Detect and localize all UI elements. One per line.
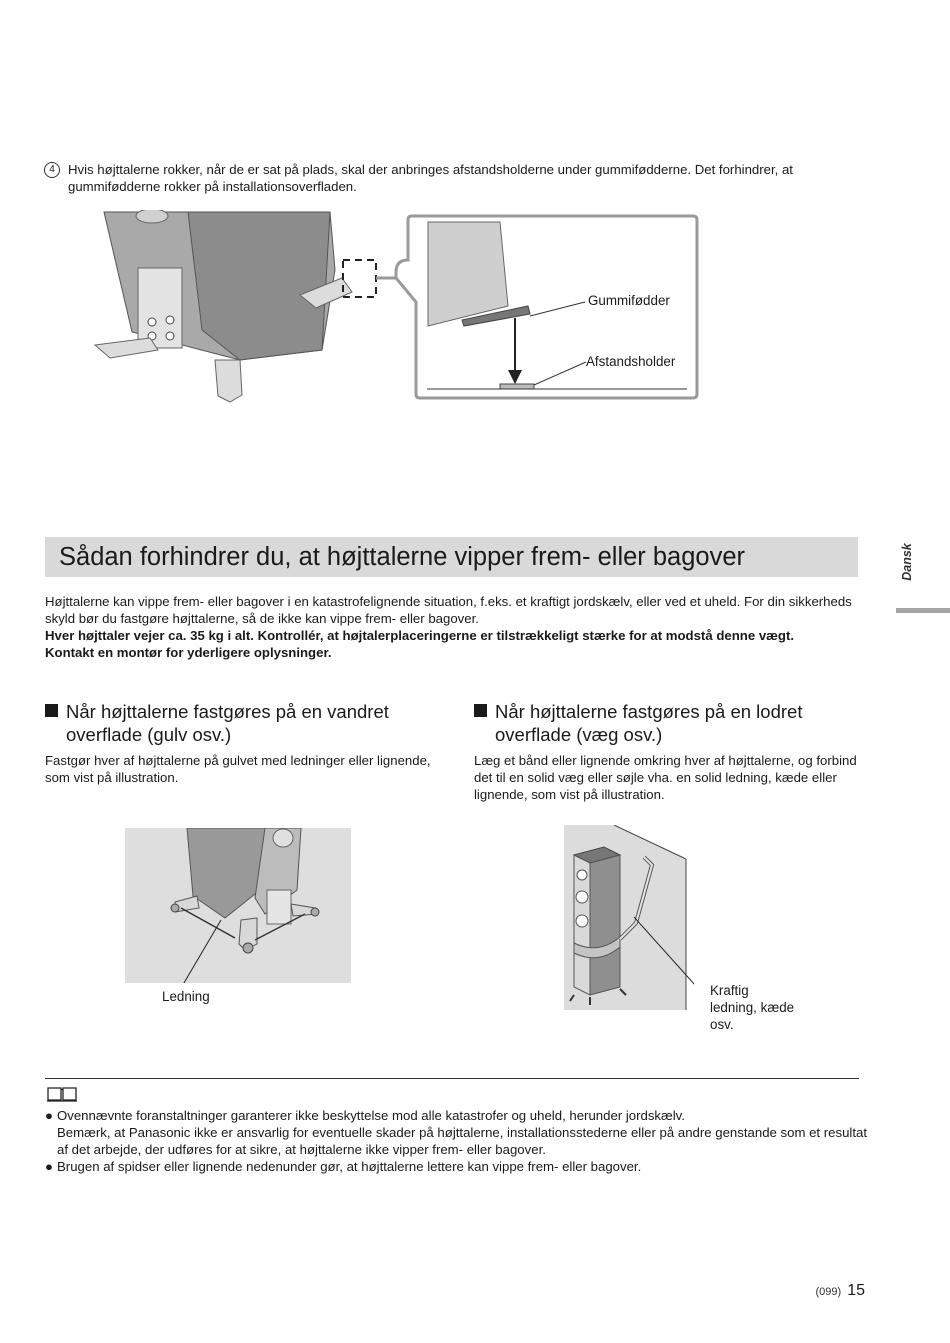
label-spacer: Afstandsholder [586,354,676,369]
wall-text: Læg et bånd eller lignende omkring hver af højttalerne, og forbind det til en solid væg eller søjle vha. en solid ledning, kæde eller lignende, som vist på illustration. [474,753,857,802]
note-item-2: ● Brugen af spidser eller lignende nedenunder gør, at højttalerne lettere kan vippe frem- eller bagover. [45,1159,642,1174]
language-label: Dansk [900,543,914,581]
figure-floor-mount [125,828,351,983]
language-tab-bar [896,608,950,613]
wall-heading: Når højttalerne fastgøres på en lodret overflade (væg osv.) [474,700,874,746]
label-cord: Ledning [162,989,210,1004]
detail-spacer [500,384,534,389]
speaker-foot-left [95,338,158,358]
square-bullet-icon [45,704,58,717]
floor-mount-section [45,700,445,786]
intro-text: Højttalerne kan vippe frem- eller bagover i en katastrofelignende situation, f.eks. et kraftigt jordskælv, eller ved et uheld. For din sikkerheds skyld bør du fastgøre højttalerne, så de ikke kan vippe frem- eller bagover. [45,594,852,626]
wall-mount-section [474,700,874,803]
warning-line-2: Kontakt en montør for yderligere oplysninger. [45,645,332,660]
step-number: 4 [44,162,60,178]
notes-list [45,1107,875,1175]
notes-divider [45,1078,859,1079]
page-number: 15 [847,1282,865,1299]
page-code: (099) [815,1286,842,1298]
floor-heading: Når højttalerne fastgøres på en vandret overflade (gulv osv.) [45,700,445,746]
step-text: Hvis højttalerne rokker, når de er sat på plads, skal der anbringes afstandsholderne under gummifødderne. Det forhindrer, at gummifødderne rokker på installationsoverfladen. [68,162,793,194]
note-item-1: ● Ovennævnte foranstaltninger garanterer ikke beskyttelse mod alle katastrofer og uheld, herunder jordskælv. Bemærk, at Panasonic ikke er ansvarlig for eventuelle skader på højttalerne, installationsstederne eller på andre genstande som et resultat af det arbejde, der udføres for at sikre, at højttalerne ikke vipper frem- eller bagover. [45,1108,868,1157]
section-heading-bar [45,537,858,577]
figure-spacer-installation [90,210,710,410]
book-icon [46,1086,78,1102]
wall-speaker-side [590,855,620,995]
warning-line-1: Hver højttaler vejer ca. 35 kg i alt. Kontrollér, at højtalerplaceringerne er tilstrækkeligt stærke for at modstå denne vægt. [45,628,794,643]
square-bullet-icon [474,704,487,717]
section-intro [45,593,865,661]
floor-text: Fastgør hver af højttalerne på gulvet med ledninger eller lignende, som vist på illustration. [45,753,431,785]
figure-wall-mount [564,825,694,1010]
tweeter [136,210,168,223]
terminal-panel [138,268,182,348]
label-rubber-feet: Gummifødder [588,293,670,308]
label-strong-cord: Kraftig ledning, kæde osv. [710,983,795,1032]
speaker-foot-front [215,360,242,402]
language-tab [894,540,950,610]
detail-speaker [428,222,508,326]
section-title: Sådan forhindrer du, at højttalerne vipper frem- eller bagover [59,543,746,571]
page-footer [795,1282,865,1300]
